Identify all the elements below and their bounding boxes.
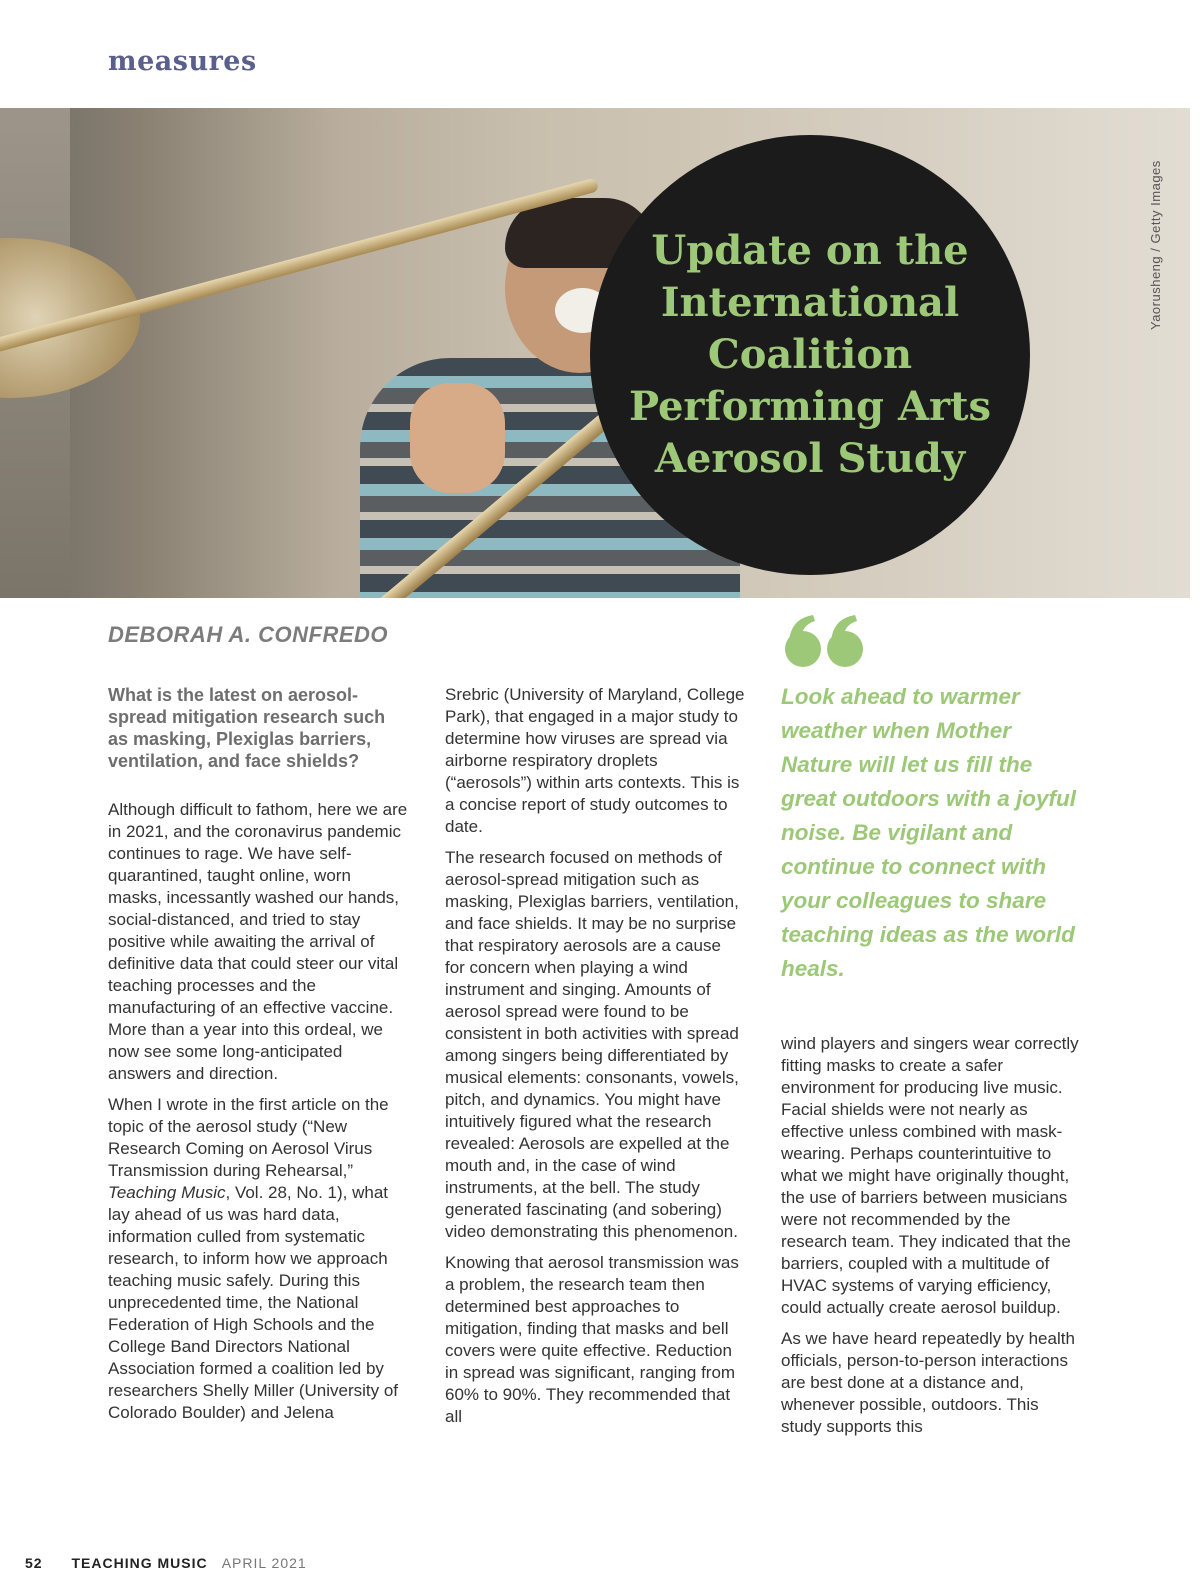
title-circle bbox=[590, 135, 1030, 575]
paragraph: wind players and singers wear correctly fitting masks to create a safer environment for producing live music. Facial shields were not nearly as effective unless combined with mask-wearing. Perhaps counterintuitive to what we might have originally thought, the use of barriers between musicians were not recommended by the research team. They indicated that the barriers, coupled with a multitude of HVAC systems of varying efficiency, could actually create aerosol buildup. bbox=[781, 1034, 1079, 1317]
student-hand bbox=[410, 383, 505, 493]
paragraph bbox=[108, 1094, 408, 1424]
paragraph: The research focused on methods of aerosol-spread mitigation such as masking, Plexiglas barriers, ventilation, and face shields. It may be no surprise that respiratory aerosols are a cause for concern when playing a wind instrument and singing. Amounts of aerosol spread were found to be consistent in both activities with spread among singers being differentiated by musical elements: consonants, vowels, pitch, and dynamics. You might have intuitively figured what the research revealed: Aerosols are expelled at the mouth and, in the case of wind instruments, at the bell. The study generated fascinating (and sobering) video demonstrating this phenomenon. bbox=[445, 848, 739, 1241]
lead-question: What is the latest on aerosol-spread mitigation research such as masking, Plexiglas barriers, ventilation, and face shields? bbox=[108, 685, 386, 771]
quote-mark-icon bbox=[783, 605, 873, 675]
column-3 bbox=[781, 1033, 1081, 1447]
article-title: Update on the International Coalition Performing Arts Aerosol Study bbox=[628, 227, 992, 482]
paragraph: Knowing that aerosol transmission was a problem, the research team then determined best approaches to mitigation, finding that masks and bell covers were quite effective. Reduction in spread was significant, ranging from 60% to 90%. They recommended that all bbox=[445, 1253, 739, 1426]
paragraph: As we have heard repeatedly by health officials, person-to-person interactions are best done at a distance and, whenever possible, outdoors. This study supports this bbox=[781, 1329, 1075, 1436]
paragraph: Although difficult to fathom, here we are in 2021, and the coronavirus pandemic continues to rage. We have self-quarantined, taught online, worn masks, incessantly washed our hands, social-distanced, and tried to stay positive while awaiting the arrival of definitive data that could steer our vital teaching processes and the manufacturing of an effective vaccine. More than a year into this ordeal, we now see some long-anticipated answers and direction. bbox=[108, 800, 408, 1083]
column-1 bbox=[108, 684, 408, 1433]
issue-date: APRIL 2021 bbox=[221, 1555, 307, 1571]
paragraph-text: When I wrote in the first article on the topic of the aerosol study (“New Research Coming on Aerosol Virus Transmission during Rehearsal,” bbox=[108, 1095, 389, 1180]
publication-title: Teaching Music bbox=[108, 1183, 226, 1202]
page-number: 52 bbox=[25, 1555, 43, 1571]
paragraph: Srebric (University of Maryland, College Park), that engaged in a major study to determine how viruses are spread via airborne respiratory droplets (“aerosols”) within arts contexts. This is a concise report of study outcomes to date. bbox=[445, 685, 745, 836]
column-2 bbox=[445, 684, 745, 1437]
section-label: measures bbox=[108, 46, 257, 77]
paragraph-text: , Vol. 28, No. 1), what lay ahead of us was hard data, information culled from systematic research, to inform how we approach teaching music safely. During this unprecedented time, the National Federation of High Schools and the College Band Directors National Association formed a coalition led by researchers Shelly Miller (University of Colorado Boulder) and Jelena bbox=[108, 1183, 399, 1422]
page-footer bbox=[25, 1555, 307, 1571]
photo-credit: Yaorusheng / Getty Images bbox=[1148, 160, 1163, 330]
publication-name: TEACHING MUSIC bbox=[71, 1555, 208, 1571]
pull-quote: Look ahead to warmer weather when Mother Nature will let us fill the great outdoors with a joyful noise. Be vigilant and continue to connect with your colleagues to share teaching ideas as the world heals. bbox=[781, 684, 1077, 981]
author-byline: DEBORAH A. CONFREDO bbox=[108, 622, 389, 647]
